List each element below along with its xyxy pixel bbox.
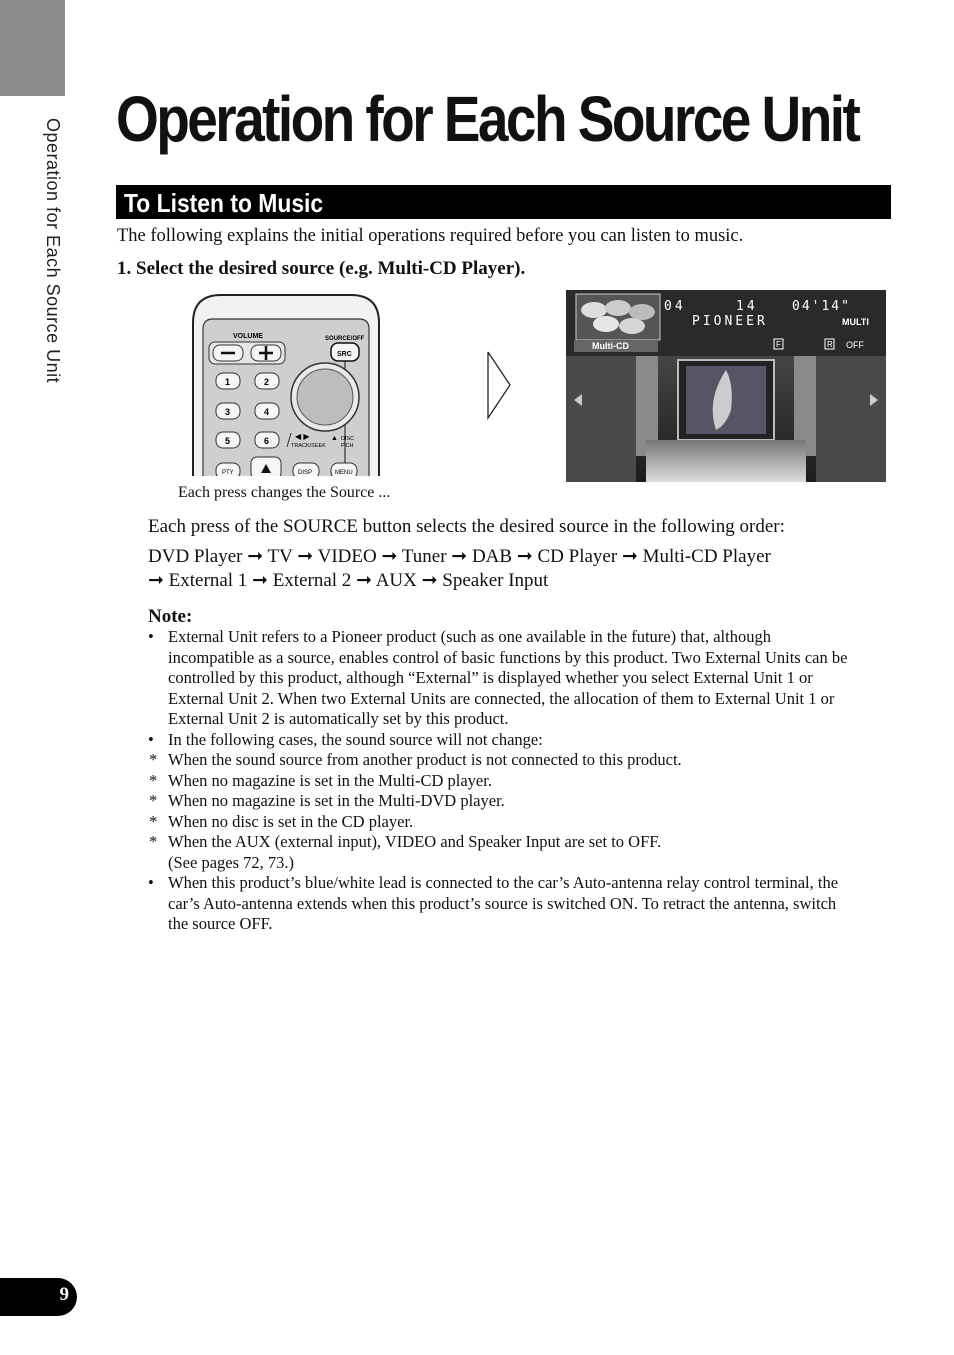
source-order-intro: Each press of the SOURCE button selects the desired source in the following order: [148,516,785,537]
flag-off: OFF [846,340,864,350]
source-order-sequence [148,545,868,593]
note-subitem: * When no magazine is set in the Multi-DVD player. [148,791,853,812]
section-heading: To Listen to Music [124,188,324,218]
source-tuner: Tuner [401,546,447,567]
note-item: • External Unit refers to a Pioneer product (such as one available in the future) that, although incompatible as a source, enables control of basic functions by this product. Two External Units can be controlled by this product, although “External” is displayed whether you select External Unit 1 or External Unit 2. When two External Units are connected, the allocation of them to External Unit 1 or External Unit 2 is automatically set by this product. [148,627,853,730]
page-number: 9 [59,1284,69,1305]
key-5: 5 [225,436,231,446]
note-subitem-continuation: (See pages 72, 73.) [168,852,295,872]
arrow-icon: ➞ [621,546,638,567]
note-subitem: * When no disc is set in the CD player. [148,812,853,833]
track-number: 14 [736,299,758,314]
source-dvd-player: DVD Player [148,546,243,567]
notes-list [148,627,853,935]
source-external-1: External 1 [168,570,248,591]
arrow-icon: ➞ [247,546,264,567]
page-title: Operation for Each Source Unit [116,83,859,155]
source-dab: DAB [471,546,513,567]
side-section-label: Operation for Each Source Unit [43,118,63,384]
arrow-icon: ➞ [252,570,268,591]
source-external-2: External 2 [272,570,352,591]
remote-control-illustration [191,293,381,476]
note-item: • When this product’s blue/white lead is connected to the car’s Auto-antenna relay control terminal, the car’s Auto-antenna extends when this product’s source is switched ON. To retract the antenna, switch the source OFF. [148,873,853,935]
source-tv: TV [267,546,293,567]
step-1: 1. Select the desired source (e.g. Multi-CD Player). [117,258,526,279]
key-1: 1 [225,377,231,387]
key-6: 6 [264,436,270,446]
source-multi-cd-player: Multi-CD Player [642,546,771,567]
source-off-label: SOURCE/OFF [325,336,365,342]
page-number-tab [0,1278,77,1316]
play-mode: MULTI [842,317,869,327]
arrow-icon: ➞ [148,570,164,591]
pch-label: P.CH [341,443,354,449]
note-subitem: * When no magazine is set in the Multi-CD player. [148,771,853,792]
source-video: VIDEO [317,546,377,567]
note-heading: Note: [148,606,193,627]
svg-text:▲: ▲ [331,435,338,442]
note-subitem: * When the AUX (external input), VIDEO and Speaker Input are set to OFF. [148,832,853,853]
volume-label: VOLUME [233,333,263,340]
source-aux: AUX [375,570,417,591]
arrow-right-icon [486,350,512,420]
note-subitem: * When the sound source from another product is not connected to this product. [148,750,853,771]
arrow-icon: ➞ [297,546,314,567]
disc-number: 04 [664,299,686,314]
src-button-label: SRC [337,351,352,358]
play-time: 04'14" [792,299,851,314]
key-4: 4 [264,407,270,417]
source-speaker-input: Speaker Input [442,570,549,591]
flag-r: R [827,340,833,349]
disc-label: DISC [341,436,355,442]
side-tab-block [0,0,65,96]
source-cd-player: CD Player [537,546,618,567]
menu-label: MENU [335,470,353,476]
arrow-icon: ➞ [451,546,468,567]
section-heading-bar [116,185,891,219]
key-3: 3 [225,407,231,417]
source-name: Multi-CD [592,341,629,351]
note-item: • In the following cases, the sound source will not change: [148,730,853,751]
disp-label: DISP [298,470,313,476]
arrow-icon: ➞ [381,546,398,567]
track-seek-label: TRACK/SEEK [291,443,326,449]
arrow-icon: ➞ [421,570,438,591]
arrow-icon: ➞ [516,546,533,567]
remote-caption: Each press changes the Source ... [178,484,391,501]
flag-f: F [776,340,781,349]
key-2: 2 [264,377,270,387]
disc-title: PIONEER [692,314,768,329]
intro-text: The following explains the initial operations required before you can listen to music. [117,226,744,246]
arrow-icon: ➞ [356,570,372,591]
display-screen-illustration [566,290,886,482]
pty-label: PTY [222,470,234,476]
svg-text:◀ ▶: ◀ ▶ [295,432,310,441]
